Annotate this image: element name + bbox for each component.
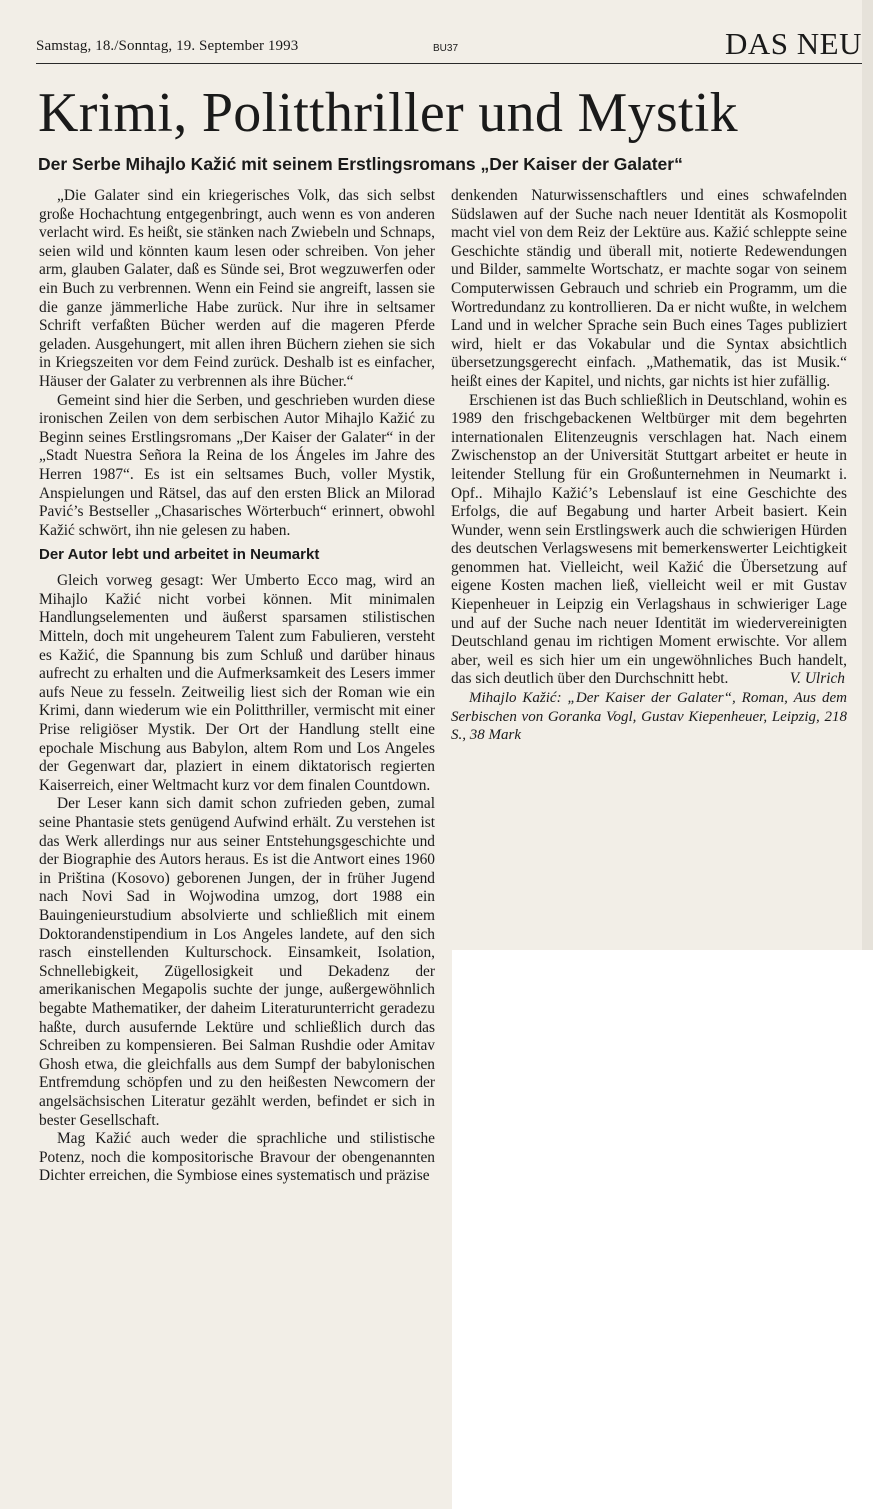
article-column-right [451, 187, 847, 745]
paragraph: Der Leser kann sich damit schon zufrieden geben, zumal seine Phantasie stets genügend Aufwind erhält. Zu verstehen ist das Werk allerdings nur aus seiner Entstehungsgeschichte und der Biographie des Autors heraus. Es ist die Antwort eines 1960 in Priština (Kosovo) geborenen Jungen, der in früher Jugend nach Novi Sad in Wojwodina umzog, dort 1988 ein Bauingenieurstudium absolvierte und schließlich mit einem Doktorandenstipendium in Los Angeles landete, auf den sich rasch einstellenden Kulturschock. Einsamkeit, Isolation, Schnellebigkeit, Zügellosigkeit und Dekadenz der amerikanischen Megapolis suchte der junge, außergewöhnlich begabte Mathematiker, der daheim Literaturunterricht geradezu haßte, durch ausufernde Lektüre und schließlich durch das Schreiben zu kompensieren. Bei Salman Rushdie oder Amitav Ghosh etwa, die gleichfalls aus dem Sumpf der babylonischen Entfremdung schöpfen und zu den heißesten Newcomern der angelsächsischen Literatur gezählt werden, befindet er sich in bester Gesellschaft. [39, 795, 435, 1129]
paragraph: denkenden Naturwissenschaftlers und eines schwafelnden Südslawen auf der Suche nach neuer Identität als Kosmopolit macht viel von dem Reiz der Lektüre aus. Kažić schleppte seine Geschichte ständig und überall mit, notierte Redewendungen und Bilder, sammelte Wortschatz, er machte sogar von seinem Computerwissen Gebrauch und schrieb ein Programm, um die Wortredundanz zu kontrollieren. Da er nicht wußte, in welchem Land und in welcher Sprache sein Buch eines Tages publiziert wird, hielt er das Vokabular und die Syntax absichtlich übersetzungsgerecht einfach. „Mathematik, das ist Musik.“ heißt eines der Kapitel, und nichts, gar nichts ist hier zufällig. [451, 187, 847, 390]
section-heading: Der Autor lebt und arbeitet in Neumarkt [39, 546, 320, 564]
article-subheadline: Der Serbe Mihajlo Kažić mit seinem Erstlingsromans „Der Kaiser der Galater“ [38, 154, 683, 174]
paragraph [451, 392, 847, 690]
paragraph: Gemeint sind hier die Serben, und geschrieben wurden diese ironischen Zeilen von dem serbischen Autor Mihajlo Kažić zu Beginn seines Erstlingsromans „Der Kaiser der Galater“ in der „Stadt Nuestra Señora la Reina de los Ángeles im Jahre des Herren 1987“. Es ist ein seltsames Buch, voller Mystik, Anspielungen und Rätsel, das auf den ersten Blick an Milorad Pavić’s Bestseller „Chasarisches Wörterbuch“ erinnert, obwohl Kažić schwört, ihn nie gelesen zu haben. [39, 391, 435, 539]
masthead [36, 28, 862, 64]
page-code: BU37 [433, 43, 459, 54]
paragraph: Gleich vorweg gesagt: Wer Umberto Ecco mag, wird an Mihajlo Kažić nicht vorbei können. Mit minimalen Handlungselementen und äußerst sparsamen stilistischen Mitteln, doch mit ungeheurem Talent zum Fabulieren, versteht es Kažić, die Spannung bis zum Schluß und darüber hinaus aufrecht zu erhalten und die Aufmerksamkeit des Lesers immer aufs Neue zu fesseln. Zeitweilig liest sich der Roman wie ein Krimi, dann wiederum wie ein Politthriller, vermischt mit einer Prise religiöser Mystik. Der Ort der Handlung stellt eine epochale Mischung aus Babylon, altem Rom und Los Angeles der Gegenwart dar, plaziert in einem diktatorisch regierten Kaiserreich, einer Weltmacht kurz vor dem finalen Countdown. [39, 572, 435, 794]
blank-area [452, 950, 873, 1509]
book-info: Mihajlo Kažić: „Der Kaiser der Galater“, Roman, Aus dem Serbischen von Goranka Vogl, Gustav Kiepenheuer, Leipzig, 218 S., 38 Mark [451, 690, 847, 744]
author-signature: V. Ulrich [789, 670, 845, 688]
paragraph-text: Erschienen ist das Buch schließlich in Deutschland, wohin es 1989 den frischgebackenen Weltbürger mit dem begehrten internationalen Elitenzeugnis verschlagen hat. Nach einem Zwischenstop an der Universität Stuttgart arbeitet er heute in leitender Stellung für ein Großunternehmen in Neumarkt i. Opf.. Mihajlo Kažić’s Lebenslauf ist eine Geschichte des Erfolgs, die auf Begabung und harter Arbeit basiert. Kein Wunder, wenn sein Erstlingswerk auch die schwierigen Hürden des deutschen Verlagswesens mit bemerkenswerter Leichtigkeit genommen hat. Vielleicht, weil Kažić die Übersetzung auf eigene Kosten machen ließ, vielleicht weil er mit Gustav Kiepenheuer in Leipzig ein Verlagshaus in schwieriger Lage und auf der Suche nach neuer Identität im wiedervereinigten Deutschland genau im richtigen Moment erwischte. Vor allem aber, weil es sich hier um ein ungewöhnliches Buch handelt, das sich deutlich über den Durchschnitt hebt. [451, 391, 847, 688]
paragraph: Mag Kažić auch weder die sprachliche und stilistische Potenz, noch die kompositorische Bravour der obengenannten Dichter erreichen, die Symbiose eines systematisch und präzise [39, 1130, 435, 1185]
masthead-rule [36, 63, 862, 64]
paragraph: „Die Galater sind ein kriegerisches Volk, das sich selbst große Hochachtung entgegenbringt, auch wenn es von anderen verlacht wird. Es heißt, sie stänken nach Zwiebeln und Schnaps, seien wild und könnten kaum lesen oder schreiben. Von jeher arm, glauben Galater, daß es Sünde sei, Brot wegzuwerfen oder ein Buch zu verbrennen. Wenn ein Feind sie angreift, lassen sie die ganze jämmerliche Habe zurück. Nur ihre in seltsamer Schrift verfaßten Bücher werden auf die mageren Pferde geladen. Ausgehungert, mit allen ihren Büchern ziehen sie sich in Kriegszeiten vor dem Feind zurück. Deshalb ist es einfacher, Häuser der Galater zu verbrennen als ihre Bücher.“ [39, 187, 435, 390]
article-column-left [39, 187, 435, 1186]
section-title: DAS NEU [725, 26, 862, 61]
page-edge [862, 0, 873, 950]
article-headline: Krimi, Politthriller und Mystik [38, 82, 738, 144]
issue-date: Samstag, 18./Sonntag, 19. September 1993 [36, 38, 299, 54]
